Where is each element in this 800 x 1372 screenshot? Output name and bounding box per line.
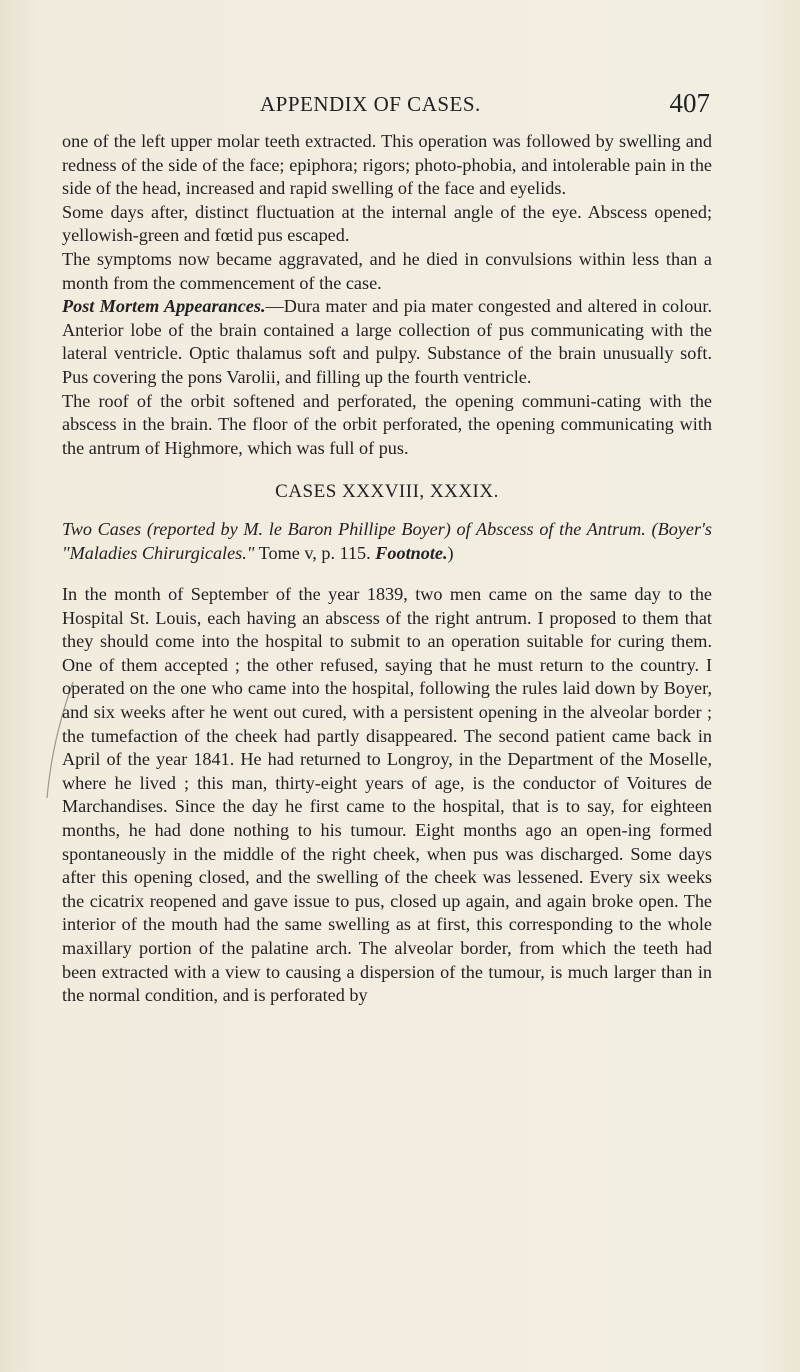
paragraph: The roof of the orbit softened and perforated, the opening communi-cating with the abscess in the brain. The floor of the orbit perforated, the opening communicating with the antrum of Highmore, which was full of pus. — [62, 390, 712, 458]
case-title-ref: Tome v, p. 115. — [254, 542, 376, 563]
case-title-close: ) — [447, 542, 454, 563]
page-number: 407 — [669, 88, 710, 118]
paragraph: Some days after, distinct fluctuation at the internal angle of the eye. Abscess opened; yellowish-green and fœtid pus escaped. — [62, 201, 712, 246]
case-title-main: Two Cases (reported by M. le Baron Phillipe Boyer) of Abscess of the Antrum. (Boyer's "Maladies Chirurgicales." — [62, 518, 712, 563]
section-heading: CASES XXXVIII, XXXIX. — [275, 481, 499, 503]
paragraph: one of the left upper molar teeth extracted. This operation was followed by swelling and redness of the side of the face; epiphora; rigors; photo-phobia, and intolerable pain in the side of the head, increased and rapid swelling of the face and eyelids. — [62, 131, 712, 199]
running-head: APPENDIX OF CASES. — [260, 92, 481, 116]
page-body — [62, 130, 712, 1008]
case-title — [62, 518, 712, 565]
post-mortem-label: Post Mortem Appearances. — [62, 296, 266, 317]
case-paragraph: In the month of September of the year 1839, two men came on the same day to the Hospital St. Louis, each having an abscess of the right antrum. I proposed to them that they should come into the hospital to submit to an operation suitable for curing them. One of them accepted ; the other refused, saying that he must return to the country. I operated on the one who came into the hospital, following the rules laid down by Boyer, and six weeks after he went out cured, with a persistent opening in the alveolar border ; the tumefaction of the cheek had partly disappeared. The second patient came back in April of the year 1841. He had returned to Longroy, in the Department of the Moselle, where he lived ; this man, thirty-eight years of age, is the conductor of Voitures de Marchandises. Since the day he first came to the hospital, that is to say, for eighteen months, he had done nothing to his tumour. Eight months ago an open-ing formed spontaneously in the middle of the right cheek, when pus was discharged. Some days after this opening closed, and the swelling of the cheek was lessened. Every six weeks the cicatrix reopened and gave issue to pus, closed up again, and again broke open. The interior of the mouth had the same swelling as at first, this corresponding to the whole maxillary portion of the palatine arch. The alveolar border, from which the teeth had been extracted with a view to causing a dispersion of the tumour, is much larger than in the normal condition, and is perforated by — [62, 584, 712, 1006]
paragraph: The symptoms now became aggravated, and he died in convulsions within less than a month from the commencement of the case. — [62, 248, 712, 293]
post-mortem-text: —Dura mater and pia mater congested and altered in colour. Anterior lobe of the brain contained a large collection of pus communicating with the lateral ventricle. Optic thalamus soft and pulpy. Substance of the brain unusually soft. Pus covering the pons Varolii, and filling up the fourth ventricle. — [62, 296, 712, 387]
post-mortem-paragraph — [62, 295, 712, 389]
page-header — [60, 88, 710, 132]
case-title-footnote: Footnote. — [375, 542, 448, 563]
